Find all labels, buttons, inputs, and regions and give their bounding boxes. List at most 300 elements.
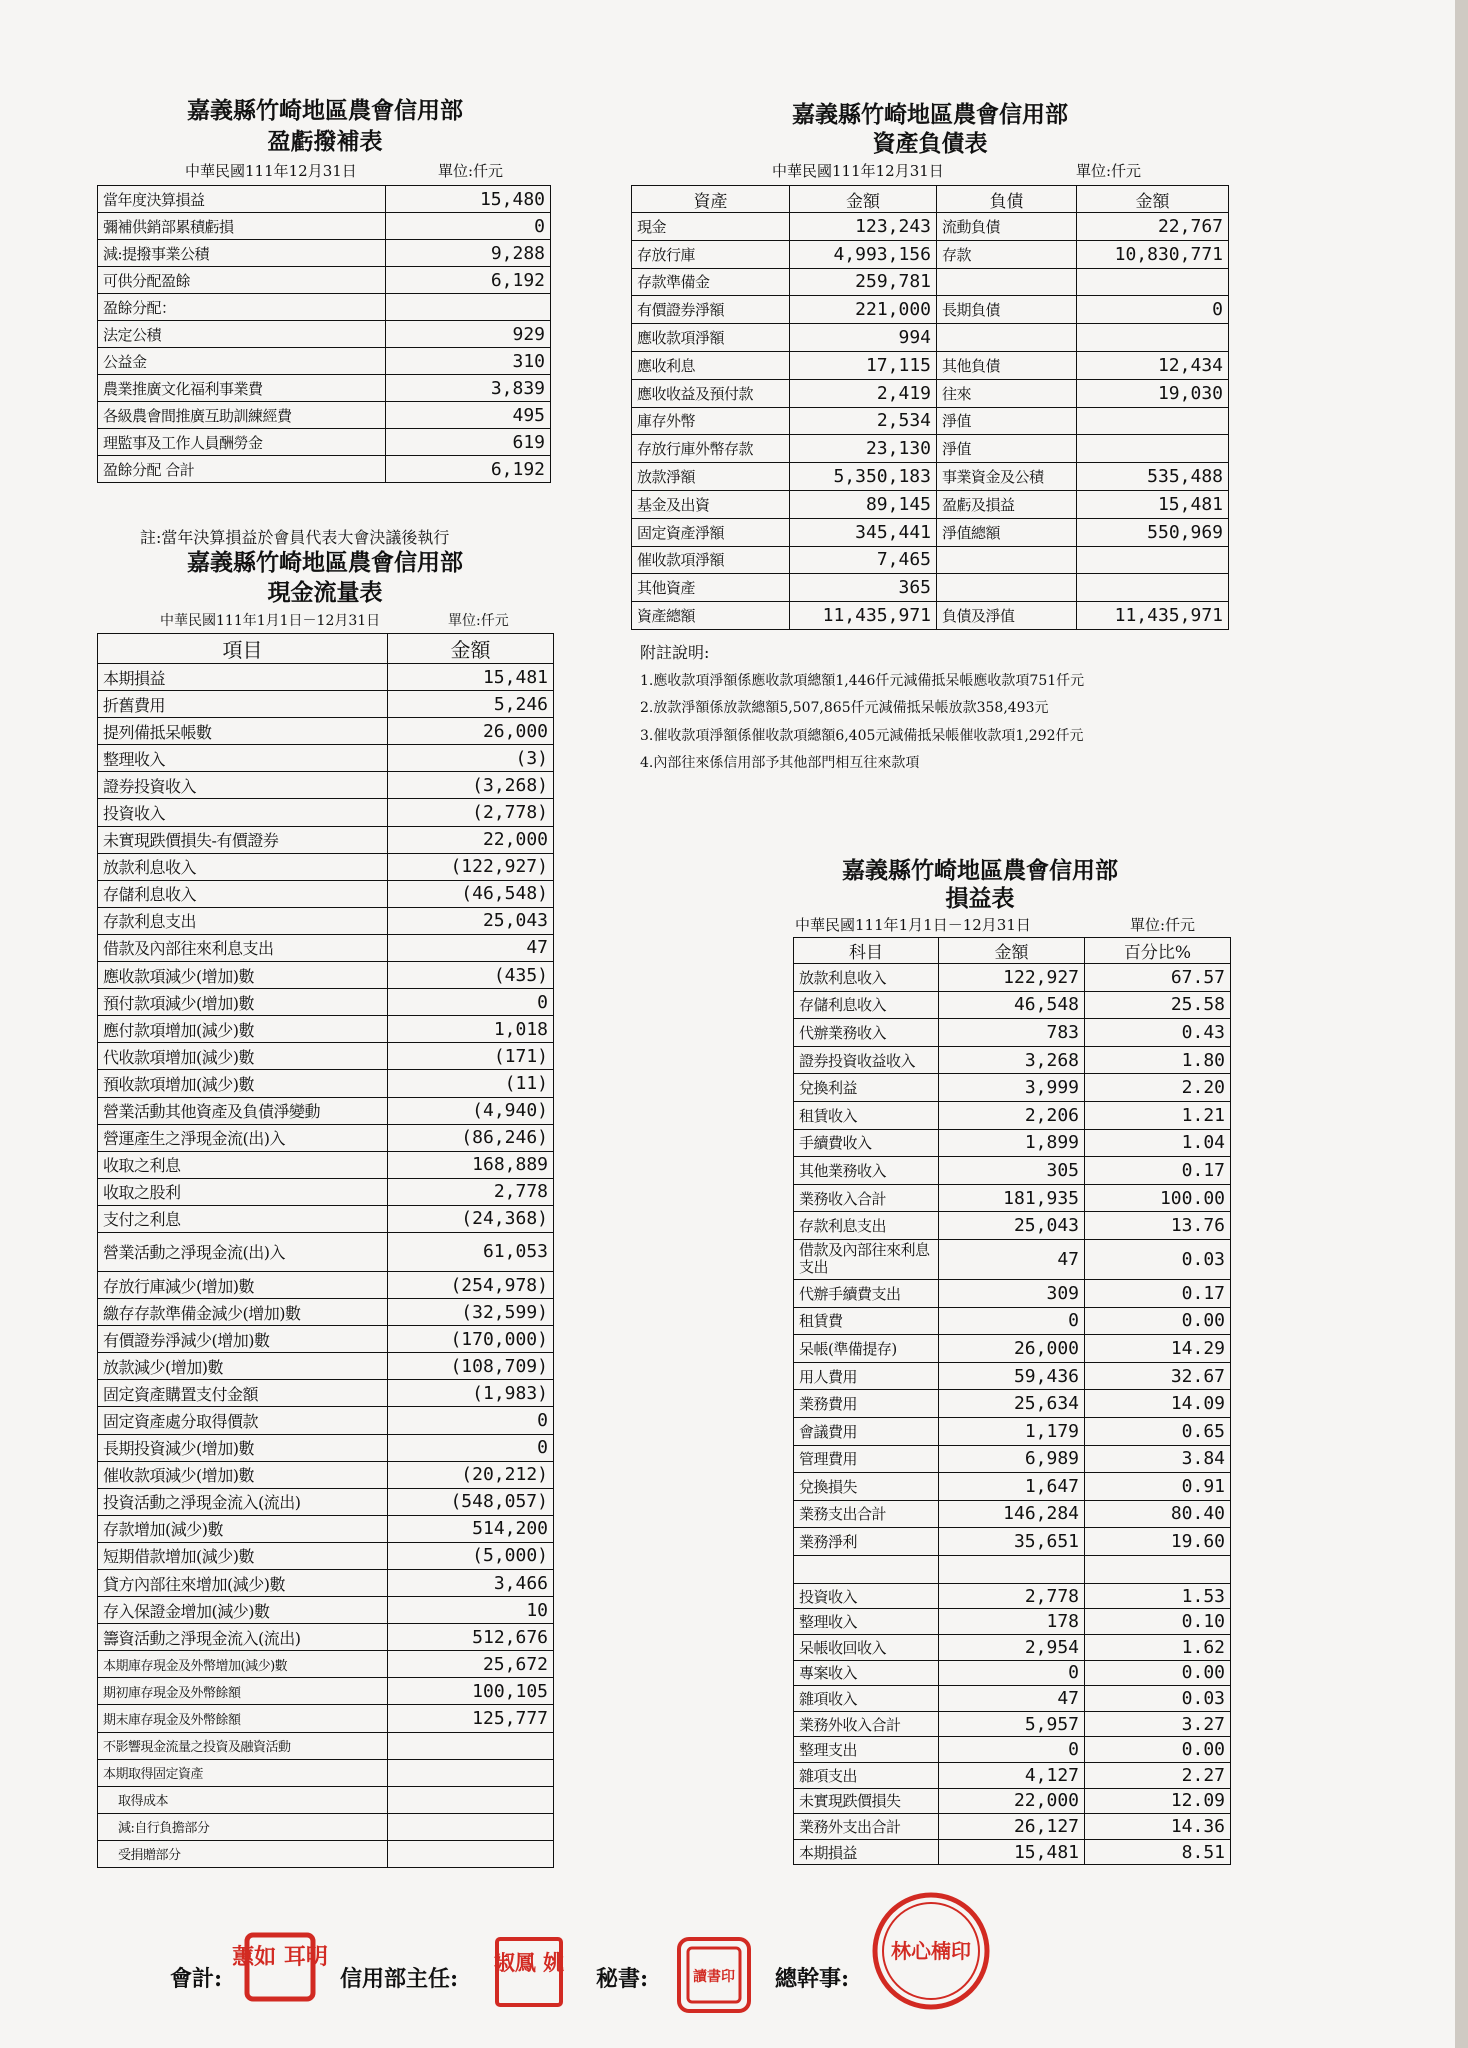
cashflow-row-value: [388, 1840, 554, 1867]
income-row-amount: 25,634: [939, 1390, 1085, 1418]
balance-liability-value: 11,435,971: [1077, 602, 1229, 630]
income-row-percent: 13.76: [1085, 1212, 1231, 1240]
cashflow-row-value: [388, 1759, 554, 1786]
cashflow-row-value: 25,672: [388, 1651, 554, 1678]
income-row: [794, 1788, 1231, 1814]
income-row: [794, 1046, 1231, 1074]
cashflow-row: [98, 1299, 554, 1326]
cashflow-row-label: 放款減少(增加)數: [98, 1353, 388, 1380]
cashflow-row-value: [388, 1786, 554, 1813]
income-row: [794, 1839, 1231, 1865]
balance-asset-value: 994: [790, 324, 937, 352]
general-manager-seal: [870, 1890, 992, 2016]
cashflow-row: [98, 1151, 554, 1178]
income-row-amount: 59,436: [939, 1362, 1085, 1390]
income-row-amount: 0: [939, 1737, 1085, 1763]
income-row-amount: 1,647: [939, 1473, 1085, 1501]
income-row-amount: 309: [939, 1279, 1085, 1307]
income-row-label: [794, 1555, 939, 1583]
balance-asset-value: 4,993,156: [790, 240, 937, 268]
secretary-seal-text: 讀書印: [693, 1969, 735, 1985]
director-seal-text: 淑鳳 姚: [493, 1950, 565, 1975]
cashflow-row-value: 514,200: [388, 1515, 554, 1542]
profit-row-value: 9,288: [386, 240, 551, 267]
balance-asset-label: 應收利息: [632, 351, 790, 379]
profit-row-value: 15,480: [386, 186, 551, 213]
balance-asset-label: 存款準備金: [632, 268, 790, 296]
cashflow-row-value: (86,246): [388, 1124, 554, 1151]
income-row-amount: 15,481: [939, 1839, 1085, 1865]
cashflow-row-value: (46,548): [388, 880, 554, 907]
income-row-amount: 2,778: [939, 1583, 1085, 1609]
cashflow-row: [98, 1097, 554, 1124]
income-row-label: 放款利息收入: [794, 964, 939, 992]
balance-asset-label: 應收收益及預付款: [632, 379, 790, 407]
income-row-label: 業務淨利: [794, 1528, 939, 1556]
cashflow-row-label: 整理收入: [98, 745, 388, 772]
balance-asset-value: 2,419: [790, 379, 937, 407]
balance-liability-value: [1077, 268, 1229, 296]
cashflow-row: [98, 1380, 554, 1407]
income-row: [794, 991, 1231, 1019]
balance-asset-label: 存放行庫外幣存款: [632, 435, 790, 463]
income-row-percent: 3.84: [1085, 1445, 1231, 1473]
income-row: [794, 1473, 1231, 1501]
cashflow-row-label: 本期取得固定資產: [98, 1759, 388, 1786]
balance-asset-value: 345,441: [790, 518, 937, 546]
income-row-amount: 4,127: [939, 1763, 1085, 1789]
cashflow-row: [98, 934, 554, 961]
balance-liability-value: 535,488: [1077, 463, 1229, 491]
cashflow-row-value: (108,709): [388, 1353, 554, 1380]
cashflow-row: [98, 1271, 554, 1298]
balance-liability-label: 淨值: [937, 407, 1077, 435]
cashflow-row: [98, 880, 554, 907]
balance-row: [632, 407, 1229, 435]
cashflow-row-label: 有價證券淨減少(增加)數: [98, 1326, 388, 1353]
income-row-percent: 3.27: [1085, 1711, 1231, 1737]
income-row-percent: 67.57: [1085, 964, 1231, 992]
cashflow-row-label: 營業活動其他資產及負債淨變動: [98, 1097, 388, 1124]
income-row-amount: [939, 1555, 1085, 1583]
cashflow-row-value: (435): [388, 962, 554, 989]
balance-liability-value: 0: [1077, 296, 1229, 324]
income-row-label: 證券投資收益收入: [794, 1046, 939, 1074]
cashflow-row-value: 26,000: [388, 718, 554, 745]
income-row-amount: 26,000: [939, 1335, 1085, 1363]
cashflow-header-item: 項目: [98, 634, 388, 664]
cashflow-row-value: (1,983): [388, 1380, 554, 1407]
cashflow-row: [98, 691, 554, 718]
income-unit: 單位:仟元: [1130, 916, 1196, 934]
income-row-label: 管理費用: [794, 1445, 939, 1473]
profit-row: [98, 267, 551, 294]
profit-row-label: 彌補供銷部累積虧損: [98, 213, 386, 240]
income-row-amount: 6,989: [939, 1445, 1085, 1473]
income-row-label: 用人費用: [794, 1362, 939, 1390]
cashflow-row: [98, 1515, 554, 1542]
cashflow-row-label: 存款利息支出: [98, 907, 388, 934]
cashflow-row-label: 收取之股利: [98, 1178, 388, 1205]
profit-footnote: 註:當年決算損益於會員代表大會決議後執行: [140, 528, 450, 547]
balance-liability-value: [1077, 574, 1229, 602]
profit-row: [98, 186, 551, 213]
income-row-label: 業務外支出合計: [794, 1814, 939, 1840]
cashflow-row-value: 61,053: [388, 1232, 554, 1271]
balance-unit: 單位:仟元: [1076, 162, 1142, 180]
balance-asset-value: 23,130: [790, 435, 937, 463]
cashflow-row-label: 放款利息收入: [98, 853, 388, 880]
income-row: [794, 964, 1231, 992]
income-row-percent: 0.03: [1085, 1686, 1231, 1712]
income-row-percent: 25.58: [1085, 991, 1231, 1019]
cashflow-row-value: (2,778): [388, 799, 554, 826]
cashflow-row: [98, 1570, 554, 1597]
balance-row: [632, 602, 1229, 630]
income-row: [794, 1019, 1231, 1047]
income-row-amount: 2,954: [939, 1635, 1085, 1661]
cashflow-row-value: 168,889: [388, 1151, 554, 1178]
cashflow-row-value: (170,000): [388, 1326, 554, 1353]
cashflow-row-label: 營運產生之淨現金流(出)入: [98, 1124, 388, 1151]
cashflow-row-value: (4,940): [388, 1097, 554, 1124]
balance-liability-label: [937, 324, 1077, 352]
income-row-percent: 0.91: [1085, 1473, 1231, 1501]
cashflow-row-value: 22,000: [388, 826, 554, 853]
balance-liability-value: 22,767: [1077, 213, 1229, 241]
balance-liability-label: [937, 546, 1077, 574]
balance-asset-label: 存放行庫: [632, 240, 790, 268]
income-row-percent: 0.17: [1085, 1279, 1231, 1307]
balance-liability-label: 往來: [937, 379, 1077, 407]
profit-row-label: 盈餘分配：: [98, 294, 386, 321]
cashflow-row-label: 存放行庫減少(增加)數: [98, 1271, 388, 1298]
cashflow-row-label: 短期借款增加(減少)數: [98, 1542, 388, 1569]
balance-row: [632, 435, 1229, 463]
income-row: [794, 1583, 1231, 1609]
income-row-percent: 0.00: [1085, 1737, 1231, 1763]
director-seal: [494, 1936, 564, 2012]
profit-row: [98, 240, 551, 267]
income-row-percent: 14.36: [1085, 1814, 1231, 1840]
balance-asset-label: 應收款項淨額: [632, 324, 790, 352]
cashflow-row: [98, 1813, 554, 1840]
cashflow-row: [98, 1205, 554, 1232]
income-bank-name: 嘉義縣竹崎地區農會信用部: [842, 857, 1118, 884]
income-row-amount: 46,548: [939, 991, 1085, 1019]
cashflow-row-value: 0: [388, 1407, 554, 1434]
income-row-label: 呆帳(準備提存): [794, 1335, 939, 1363]
balance-asset-label: 其他資產: [632, 574, 790, 602]
balance-note-1: 1.應收款項淨額係應收款項總額1,446仟元減備抵呆帳應收款項751仟元: [640, 673, 1085, 689]
income-row: [794, 1239, 1231, 1279]
balance-liability-label: 存款: [937, 240, 1077, 268]
cashflow-row-label: 催收款項減少(增加)數: [98, 1461, 388, 1488]
income-row-amount: 178: [939, 1609, 1085, 1635]
income-row-percent: 1.80: [1085, 1046, 1231, 1074]
cashflow-row: [98, 799, 554, 826]
cashflow-row: [98, 989, 554, 1016]
cashflow-title: 現金流量表: [267, 579, 383, 606]
cashflow-row-label: 本期庫存現金及外幣增加(減少)數: [98, 1651, 388, 1678]
profit-row: [98, 456, 551, 483]
balance-asset-value: 2,534: [790, 407, 937, 435]
profit-row-label: 盈餘分配 合計: [98, 456, 386, 483]
income-row-amount: 146,284: [939, 1500, 1085, 1528]
balance-title: 資產負債表: [872, 130, 988, 157]
balance-asset-label: 催收款項淨額: [632, 546, 790, 574]
cashflow-row-label: 本期損益: [98, 664, 388, 691]
profit-row-value: 6,192: [386, 267, 551, 294]
balance-row: [632, 324, 1229, 352]
cashflow-row-value: 15,481: [388, 664, 554, 691]
cashflow-row: [98, 826, 554, 853]
cashflow-row-value: 1,018: [388, 1016, 554, 1043]
cashflow-row-label: 取得成本: [98, 1786, 388, 1813]
profit-row: [98, 348, 551, 375]
balance-asset-value: 221,000: [790, 296, 937, 324]
income-row-amount: 0: [939, 1307, 1085, 1335]
cashflow-row: [98, 1786, 554, 1813]
income-header-percent: 百分比%: [1085, 938, 1231, 964]
cashflow-row-label: 固定資產處分取得價款: [98, 1407, 388, 1434]
income-row-label: 雜項支出: [794, 1763, 939, 1789]
cashflow-row: [98, 1542, 554, 1569]
cashflow-row-label: 預收款項增加(減少)數: [98, 1070, 388, 1097]
income-row: [794, 1184, 1231, 1212]
cashflow-row: [98, 1597, 554, 1624]
income-row: [794, 1763, 1231, 1789]
balance-row: [632, 379, 1229, 407]
profit-row-label: 法定公積: [98, 321, 386, 348]
balance-liability-value: [1077, 435, 1229, 463]
income-row: [794, 1555, 1231, 1583]
income-row-percent: 1.53: [1085, 1583, 1231, 1609]
cashflow-table: [97, 633, 554, 1868]
income-row: [794, 1390, 1231, 1418]
cashflow-row-label: 應收款項減少(增加)數: [98, 962, 388, 989]
income-row-amount: 26,127: [939, 1814, 1085, 1840]
balance-liability-value: [1077, 407, 1229, 435]
profit-row-label: 農業推廣文化福利事業費: [98, 375, 386, 402]
income-row-label: 未實現跌價損失: [794, 1788, 939, 1814]
income-row: [794, 1737, 1231, 1763]
profit-row: [98, 213, 551, 240]
balance-asset-value: 17,115: [790, 351, 937, 379]
balance-liability-value: 550,969: [1077, 518, 1229, 546]
income-row-amount: 3,268: [939, 1046, 1085, 1074]
balance-asset-label: 庫存外幣: [632, 407, 790, 435]
balance-liability-label: 淨值總額: [937, 518, 1077, 546]
profit-row-label: 公益金: [98, 348, 386, 375]
cashflow-row-value: 3,466: [388, 1570, 554, 1597]
balance-asset-value: 123,243: [790, 213, 937, 241]
cashflow-row: [98, 1178, 554, 1205]
cashflow-row: [98, 664, 554, 691]
income-row: [794, 1660, 1231, 1686]
cashflow-row-value: 2,778: [388, 1178, 554, 1205]
balance-note-3: 3.催收款項淨額係催收款項總額6,405元減備抵呆帳催收款項1,292仟元: [640, 728, 1084, 744]
income-row-label: 整理支出: [794, 1737, 939, 1763]
cashflow-row-label: 未實現跌價損失-有價證券: [98, 826, 388, 853]
income-date: 中華民國111年1月1日－12月31日: [795, 916, 1031, 934]
cashflow-row: [98, 1434, 554, 1461]
general-manager-label: 總幹事:: [775, 1966, 850, 1992]
cashflow-row: [98, 772, 554, 799]
cashflow-row: [98, 1624, 554, 1651]
cashflow-row: [98, 1759, 554, 1786]
cashflow-row-value: 125,777: [388, 1705, 554, 1732]
balance-sheet-table: [631, 185, 1229, 630]
income-row-percent: 1.04: [1085, 1129, 1231, 1157]
income-row: [794, 1129, 1231, 1157]
income-row-label: 專案收入: [794, 1660, 939, 1686]
profit-row: [98, 375, 551, 402]
income-row-label: 呆帳收回收入: [794, 1635, 939, 1661]
cashflow-row: [98, 1651, 554, 1678]
cashflow-row: [98, 1461, 554, 1488]
cashflow-row: [98, 1124, 554, 1151]
income-row-amount: 35,651: [939, 1528, 1085, 1556]
balance-header-assets: 資產: [632, 186, 790, 213]
cashflow-row-label: 提列備抵呆帳數: [98, 718, 388, 745]
cashflow-row-label: 減:自行負擔部分: [98, 1813, 388, 1840]
income-row: [794, 1307, 1231, 1335]
income-row-amount: 5,957: [939, 1711, 1085, 1737]
cashflow-row: [98, 1732, 554, 1759]
income-row-amount: 22,000: [939, 1788, 1085, 1814]
income-row-label: 投資收入: [794, 1583, 939, 1609]
balance-asset-label: 基金及出資: [632, 490, 790, 518]
background-strip: [1455, 0, 1468, 2048]
profit-bank-name: 嘉義縣竹崎地區農會信用部: [187, 97, 463, 124]
income-row-percent: 1.21: [1085, 1101, 1231, 1129]
cashflow-row-value: 47: [388, 934, 554, 961]
cashflow-row-label: 籌資活動之淨現金流入(流出): [98, 1624, 388, 1651]
profit-allocation-table: [97, 185, 551, 483]
cashflow-row-value: 0: [388, 1434, 554, 1461]
income-row: [794, 1417, 1231, 1445]
balance-liability-value: 10,830,771: [1077, 240, 1229, 268]
income-row-amount: 47: [939, 1686, 1085, 1712]
balance-asset-label: 放款淨額: [632, 463, 790, 491]
balance-liability-value: 19,030: [1077, 379, 1229, 407]
cashflow-row-label: 繳存存款準備金減少(增加)數: [98, 1299, 388, 1326]
income-row: [794, 1711, 1231, 1737]
secretary-label: 秘書:: [596, 1966, 649, 1992]
balance-row: [632, 351, 1229, 379]
cashflow-row-label: 支付之利息: [98, 1205, 388, 1232]
income-row-percent: 12.09: [1085, 1788, 1231, 1814]
income-row-label: 業務外收入合計: [794, 1711, 939, 1737]
income-row-amount: 3,999: [939, 1074, 1085, 1102]
cashflow-row-label: 存儲利息收入: [98, 880, 388, 907]
balance-asset-value: 365: [790, 574, 937, 602]
income-row-percent: 2.27: [1085, 1763, 1231, 1789]
balance-asset-label: 資產總額: [632, 602, 790, 630]
cashflow-row: [98, 1705, 554, 1732]
cashflow-row: [98, 1070, 554, 1097]
cashflow-row-label: 受捐贈部分: [98, 1840, 388, 1867]
cashflow-row-value: 512,676: [388, 1624, 554, 1651]
income-row: [794, 1279, 1231, 1307]
income-header-account: 科目: [794, 938, 939, 964]
cashflow-row: [98, 853, 554, 880]
income-row-label: 本期損益: [794, 1839, 939, 1865]
profit-row-value: [386, 294, 551, 321]
income-row-label: 租賃費: [794, 1307, 939, 1335]
balance-asset-value: 7,465: [790, 546, 937, 574]
secretary-seal: [676, 1936, 752, 2018]
profit-row-label: 可供分配盈餘: [98, 267, 386, 294]
profit-date: 中華民國111年12月31日: [185, 162, 357, 180]
balance-liability-value: 12,434: [1077, 351, 1229, 379]
income-row-label: 借款及內部往來利息支出: [794, 1239, 939, 1279]
cashflow-row: [98, 962, 554, 989]
balance-liability-label: 盈虧及損益: [937, 490, 1077, 518]
balance-row: [632, 296, 1229, 324]
profit-row-value: 6,192: [386, 456, 551, 483]
income-row: [794, 1609, 1231, 1635]
profit-row-value: 619: [386, 429, 551, 456]
balance-liability-value: [1077, 324, 1229, 352]
profit-row-label: 理監事及工作人員酬勞金: [98, 429, 386, 456]
cashflow-row-label: 折舊費用: [98, 691, 388, 718]
cashflow-row-value: 100,105: [388, 1678, 554, 1705]
cashflow-row-label: 代收款項增加(減少)數: [98, 1043, 388, 1070]
income-row-percent: 0.03: [1085, 1239, 1231, 1279]
cashflow-row-value: [388, 1732, 554, 1759]
income-row-label: 業務收入合計: [794, 1184, 939, 1212]
profit-row: [98, 402, 551, 429]
balance-asset-value: 5,350,183: [790, 463, 937, 491]
cashflow-row-label: 預付款項減少(增加)數: [98, 989, 388, 1016]
income-header-amount: 金額: [939, 938, 1085, 964]
profit-row: [98, 294, 551, 321]
income-row: [794, 1814, 1231, 1840]
cashflow-row: [98, 1232, 554, 1271]
income-row-percent: 1.62: [1085, 1635, 1231, 1661]
cashflow-row-label: 營業活動之淨現金流(出)入: [98, 1232, 388, 1271]
income-row: [794, 1500, 1231, 1528]
balance-header-asset-amount: 金額: [790, 186, 937, 213]
profit-unit: 單位:仟元: [438, 162, 504, 180]
cashflow-row-label: 期末庫存現金及外幣餘額: [98, 1705, 388, 1732]
balance-liability-label: 長期負債: [937, 296, 1077, 324]
cashflow-row: [98, 1407, 554, 1434]
income-row-label: 代辦業務收入: [794, 1019, 939, 1047]
balance-row: [632, 213, 1229, 241]
general-manager-seal-text: 林心楠印: [891, 1939, 971, 1963]
profit-row-value: 3,839: [386, 375, 551, 402]
balance-row: [632, 546, 1229, 574]
cashflow-row-label: 投資收入: [98, 799, 388, 826]
cashflow-row: [98, 1326, 554, 1353]
income-row-amount: 181,935: [939, 1184, 1085, 1212]
cashflow-row: [98, 1016, 554, 1043]
cashflow-row-label: 不影響現金流量之投資及融資活動: [98, 1732, 388, 1759]
income-row: [794, 1445, 1231, 1473]
income-row-label: 業務費用: [794, 1390, 939, 1418]
cashflow-row-value: 5,246: [388, 691, 554, 718]
profit-row-label: 各級農會間推廣互助訓練經費: [98, 402, 386, 429]
income-row-percent: 2.20: [1085, 1074, 1231, 1102]
cashflow-row-label: 收取之利息: [98, 1151, 388, 1178]
profit-title: 盈虧撥補表: [267, 128, 383, 155]
income-row-percent: 8.51: [1085, 1839, 1231, 1865]
balance-note-2: 2.放款淨額係放款總額5,507,865仟元減備抵呆帳放款358,493元: [640, 700, 1049, 716]
cashflow-row-label: 長期投資減少(增加)數: [98, 1434, 388, 1461]
